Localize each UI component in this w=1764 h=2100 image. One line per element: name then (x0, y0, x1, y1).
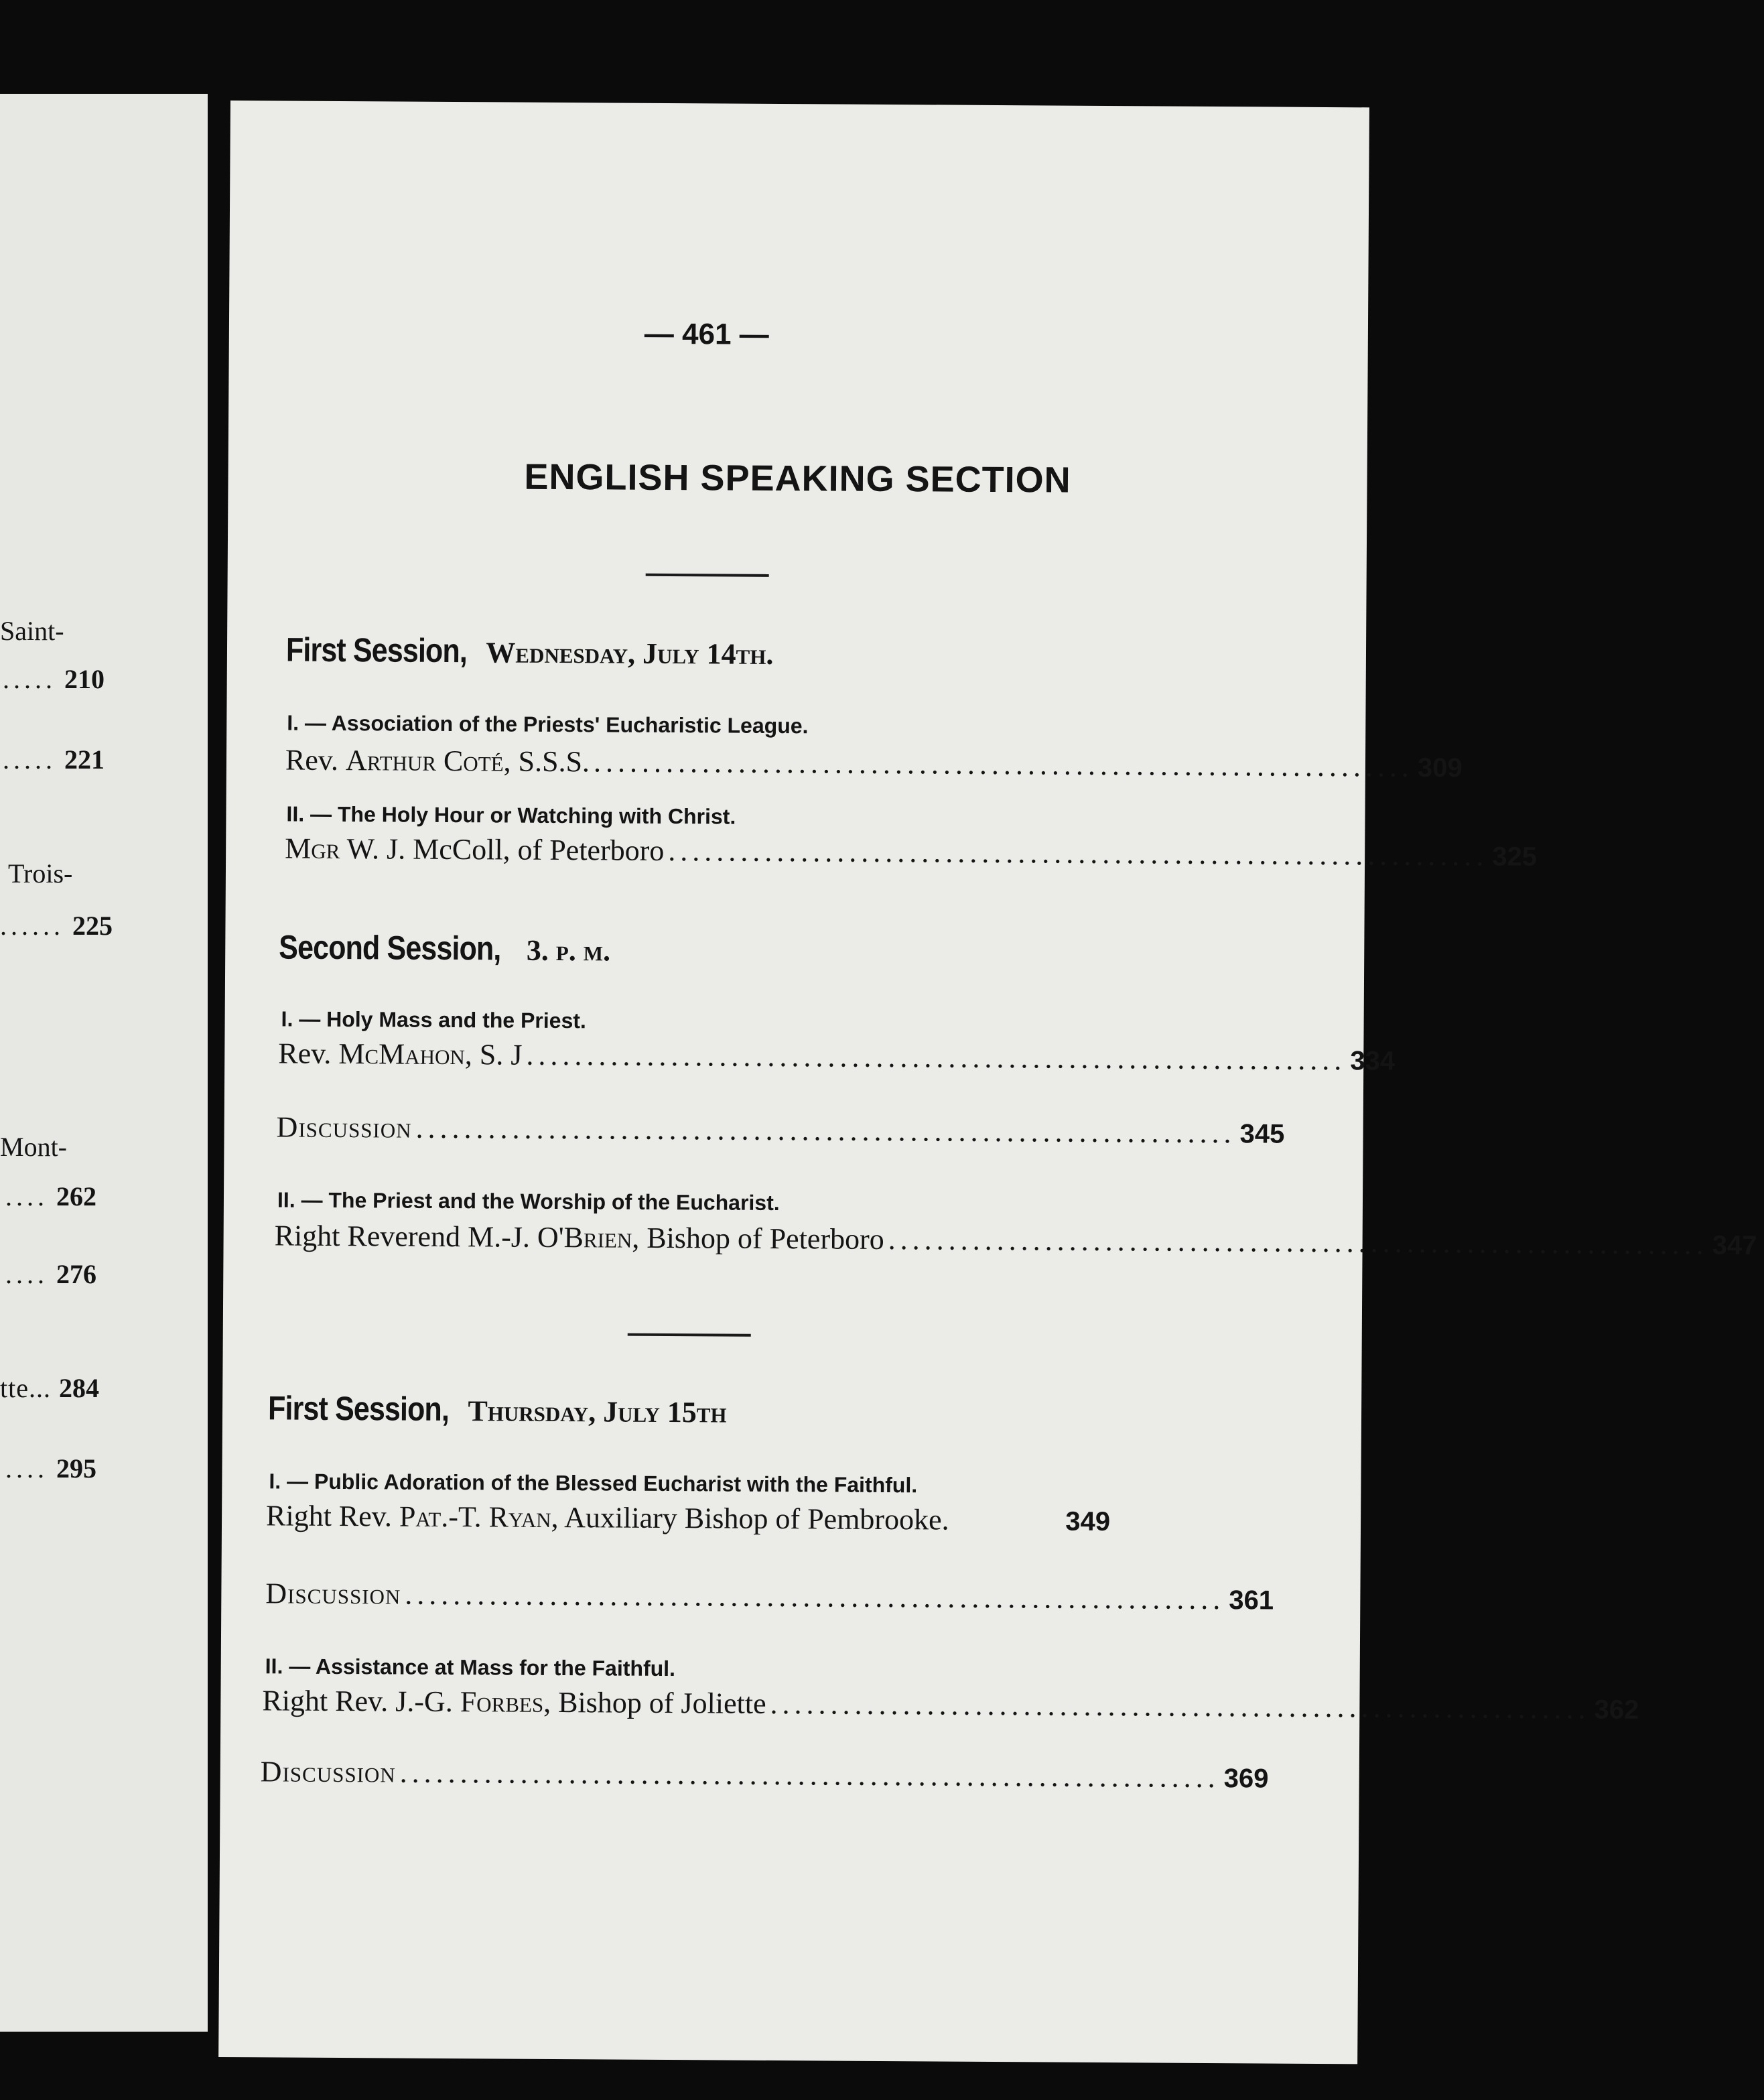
leader-dots: .................................................................... (888, 1223, 1708, 1261)
speaker-suffix: , S.S.S. (503, 744, 590, 779)
divider-rule (628, 1333, 751, 1337)
leader-dots: .................................................................... (668, 834, 1489, 872)
leader-dots: .................................................................... (405, 1577, 1225, 1616)
speaker-suffix: , Auxiliary Bishop of Pembrooke. (551, 1500, 949, 1536)
speaker-prefix: Right Rev. J.-G. (262, 1684, 460, 1719)
speaker-prefix: Right Reverend M.-J. (274, 1219, 538, 1254)
session-title: First Session, (285, 631, 468, 670)
page-number: — 461 — (644, 317, 769, 351)
leader-dots: .................................................................... (593, 745, 1414, 783)
left-page-row (3, 663, 105, 695)
speaker (285, 832, 664, 868)
left-page-word: Saint- (0, 616, 64, 646)
page-ref: 221 (64, 744, 105, 775)
speaker-prefix: Rev. (285, 743, 346, 777)
toc-entry (274, 1218, 1757, 1261)
session-heading (268, 1388, 727, 1430)
page-ref: 225 (72, 911, 113, 941)
speaker-prefix: Mgr (285, 832, 340, 866)
speaker (285, 743, 590, 779)
left-page-row (5, 1181, 96, 1212)
divider-rule (646, 574, 769, 577)
speaker-name: Arthur Coté (345, 744, 504, 778)
leader-dots: .................................................................... (399, 1756, 1220, 1794)
session-heading (286, 631, 774, 672)
page-ref: 362 (1594, 1695, 1639, 1725)
discussion-label: Discussion (260, 1755, 396, 1789)
page-ref: 210 (64, 664, 105, 694)
page-ref: 309 (1417, 752, 1463, 783)
discussion-label: Discussion (276, 1110, 412, 1144)
leader-dots: .................................................................... (415, 1111, 1236, 1150)
right-page (218, 101, 1757, 2064)
page-ref: 262 (56, 1181, 96, 1211)
toc-entry-discussion (260, 1754, 1269, 1794)
left-page-row (0, 1372, 99, 1404)
speaker-prefix: Right Rev. (265, 1499, 400, 1533)
page-ref: 369 (1223, 1764, 1269, 1794)
toc-entry-discussion (276, 1110, 1285, 1150)
toc-entry (285, 832, 1538, 872)
speaker (278, 1036, 522, 1071)
leader-dots: ..... (3, 744, 56, 775)
page-ref: 345 (1239, 1119, 1285, 1149)
page-ref: 334 (1350, 1046, 1396, 1076)
topic-title: II. — The Holy Hour or Watching with Christ. (286, 801, 736, 829)
section-title: ENGLISH SPEAKING SECTION (524, 456, 1071, 501)
topic-title: I. — Association of the Priests' Eucharistic League. (287, 710, 809, 738)
speaker (274, 1218, 884, 1256)
speaker-suffix: , Bishop of Peterboro (632, 1221, 884, 1256)
speaker-name: W. J. McColl, of Peterboro (340, 832, 665, 867)
leader-dots: .... (5, 1453, 48, 1484)
leader-dots: ..... (3, 664, 56, 694)
speaker (266, 1498, 949, 1536)
leader-dots: .................................................................... (770, 1687, 1590, 1725)
speaker-name: Forbes (460, 1685, 544, 1719)
leader-dots: .... (5, 1181, 48, 1211)
left-page-word: Trois- (8, 858, 73, 889)
left-page-fragment (0, 94, 208, 2032)
speaker-suffix: , Bishop of Joliette (543, 1685, 766, 1720)
discussion-label: Discussion (265, 1577, 401, 1611)
left-page-row (5, 1453, 96, 1484)
toc-entry (278, 1036, 1396, 1077)
session-date: Wednesday, July 14th. (486, 636, 774, 671)
speaker-name: Pat.-T. Ryan (399, 1500, 551, 1534)
left-page-row (0, 910, 113, 941)
leader-dots: .... (5, 1259, 48, 1289)
topic-title: I. — Public Adoration of the Blessed Eucharist with the Faithful. (269, 1469, 918, 1498)
leader-dots: .................................................................... (526, 1038, 1347, 1077)
left-page-row (5, 1258, 96, 1290)
topic-title: II. — The Priest and the Worship of the Eucharist. (277, 1187, 780, 1216)
left-page-row (3, 744, 105, 775)
session-heading (279, 927, 610, 968)
speaker-prefix: Rev. (278, 1037, 339, 1071)
page-ref: 276 (56, 1259, 96, 1289)
page-ref: 361 (1229, 1585, 1274, 1616)
toc-entry (262, 1683, 1639, 1725)
session-title: First Session, (267, 1389, 450, 1429)
toc-entry-discussion (265, 1576, 1274, 1616)
toc-entry (285, 743, 1463, 783)
page-ref: 325 (1492, 842, 1538, 872)
topic-title: I. — Holy Mass and the Priest. (281, 1006, 586, 1033)
session-time: 3. p. m. (526, 933, 611, 968)
page-ref: 295 (56, 1453, 96, 1484)
speaker-name: O'Brien (537, 1220, 632, 1254)
leader-dots: tte... (0, 1373, 51, 1403)
page-ref: 347 (1712, 1230, 1757, 1260)
page-ref: 284 (58, 1373, 99, 1403)
speaker (262, 1683, 766, 1721)
speaker-name: McMahon (338, 1037, 465, 1071)
session-title: Second Session, (279, 928, 501, 968)
speaker-suffix: , S. J (464, 1038, 523, 1071)
topic-title: II. — Assistance at Mass for the Faithful. (265, 1654, 676, 1681)
left-page-word: Mont- (0, 1132, 67, 1162)
toc-entry (266, 1498, 1110, 1538)
leader-dots: ...... (0, 911, 64, 941)
session-date: Thursday, July 15th (468, 1394, 727, 1429)
page-ref: 349 (1065, 1506, 1111, 1537)
